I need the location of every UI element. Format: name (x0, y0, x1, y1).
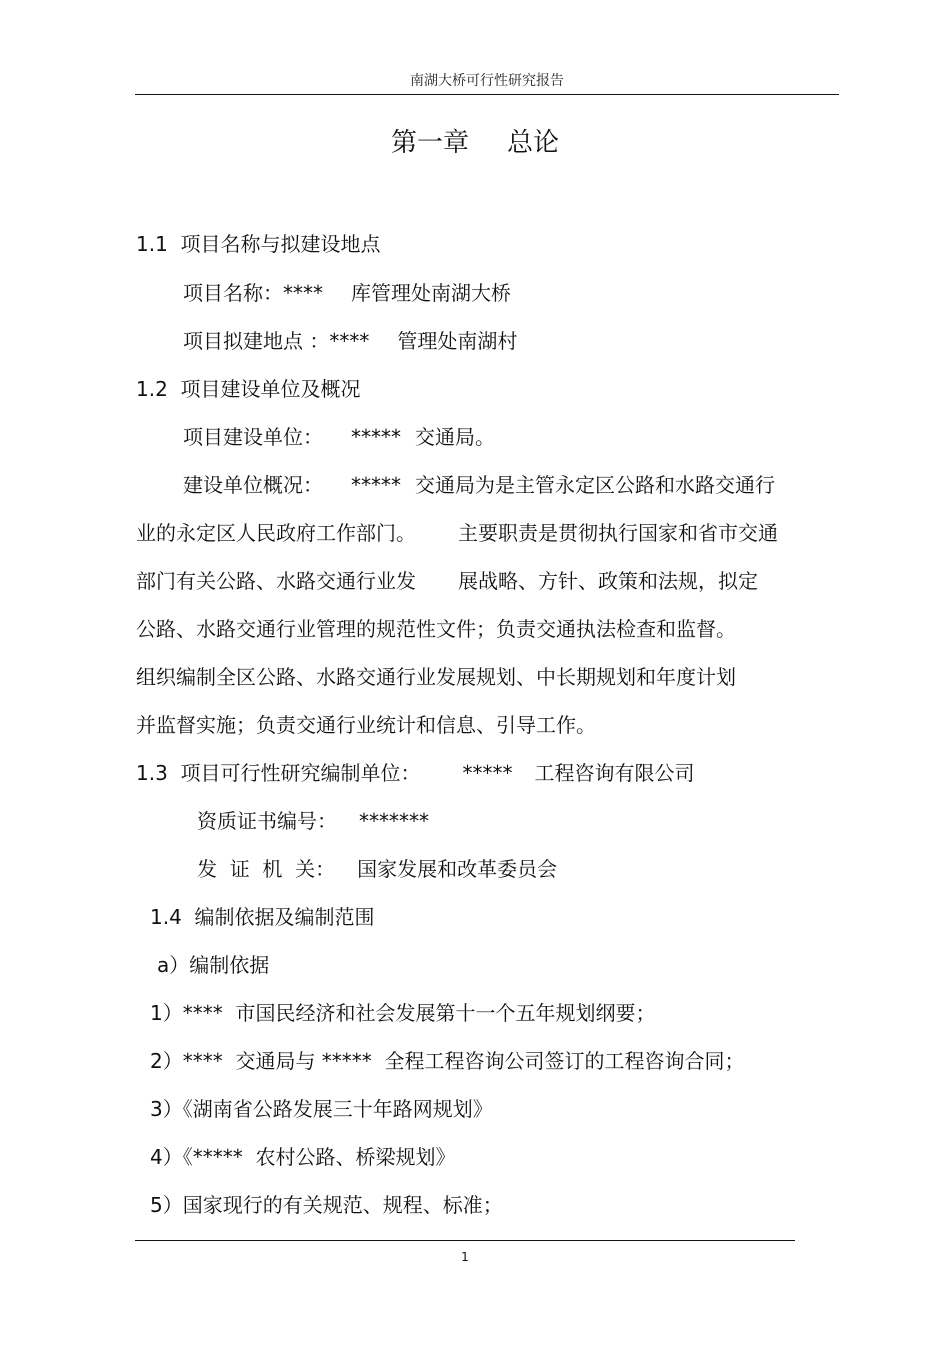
construction-unit-code: ***** (351, 425, 401, 449)
construction-unit-value: 交通局。 (415, 425, 495, 449)
section-1-2-heading: 1.2 项目建设单位及概况 (136, 377, 361, 401)
overview-line-2 (136, 519, 778, 547)
overview-text-3a: 部门有关公路、水路交通行业发 (136, 569, 416, 593)
project-location-label: 项目拟建地点 ：**** (183, 329, 370, 353)
basis-item: 1）**** 市国民经济和社会发展第十一个五年规划纲要； (150, 1001, 656, 1025)
section-1-1-heading: 1.1 项目名称与拟建设地点 (136, 232, 381, 256)
project-location-value: 管理处南湖村 (397, 329, 518, 353)
running-header: 南湖大桥可行性研究报告 (410, 73, 564, 89)
basis-item: 4）《***** 农村公路、桥梁规划》 (150, 1145, 456, 1169)
subsection-a: a）编制依据 (157, 953, 270, 977)
section-1-3-heading (136, 759, 695, 787)
issuer-value: 国家发展和改革委员会 (357, 857, 558, 881)
chapter-title (0, 122, 950, 159)
overview-text-3b: 展战略、方针、政策和法规，拟定 (458, 569, 758, 593)
footer-rule (135, 1240, 795, 1241)
construction-unit-label: 项目建设单位： (183, 425, 323, 449)
certificate-label: 资质证书编号： (197, 809, 337, 833)
header-rule (135, 94, 839, 95)
project-location-line (183, 327, 517, 355)
basis-item: 5）国家现行的有关规范、规程、标准； (150, 1193, 503, 1217)
construction-unit-line (183, 423, 495, 451)
certificate-line (197, 807, 429, 835)
section-1-3-title: 1.3 项目可行性研究编制单位： (136, 761, 421, 785)
project-name-label: 项目名称：**** (183, 281, 323, 305)
project-name-value: 库管理处南湖大桥 (351, 281, 511, 305)
chapter-number: 第一章 (390, 128, 469, 158)
overview-text-2b: 主要职责是贯彻执行国家和省市交通 (458, 521, 778, 545)
overview-line-5: 组织编制全区公路、水路交通行业发展规划、中长期规划和年度计划 (136, 665, 736, 689)
overview-label: 建设单位概况： (183, 473, 323, 497)
overview-text-1: 交通局为是主管永定区公路和水路交通行 (415, 473, 775, 497)
overview-line-6: 并监督实施；负责交通行业统计和信息、引导工作。 (136, 713, 596, 737)
section-1-4-heading: 1.4 编制依据及编制范围 (150, 905, 375, 929)
overview-line-4: 公路、水路交通行业管理的规范性文件；负责交通执法检查和监督。 (136, 617, 736, 641)
overview-line-3 (136, 567, 758, 595)
overview-text-2a: 业的永定区人民政府工作部门。 (136, 521, 416, 545)
basis-item: 3）《湖南省公路发展三十年路网规划》 (150, 1097, 493, 1121)
page-number: 1 (461, 1250, 469, 1264)
issuer-line (197, 855, 557, 883)
certificate-value: ******* (359, 809, 429, 833)
overview-code: ***** (351, 473, 401, 497)
section-1-3-code: ***** (462, 761, 513, 785)
basis-item: 2）**** 交通局与 ***** 全程工程咨询公司签订的工程咨询合同； (150, 1049, 745, 1073)
chapter-name: 总论 (507, 128, 560, 158)
project-name-line (183, 279, 511, 307)
overview-line-1 (183, 471, 775, 499)
section-1-3-value: 工程咨询有限公司 (534, 761, 695, 785)
issuer-label: 发 证 机 关： (197, 857, 336, 881)
